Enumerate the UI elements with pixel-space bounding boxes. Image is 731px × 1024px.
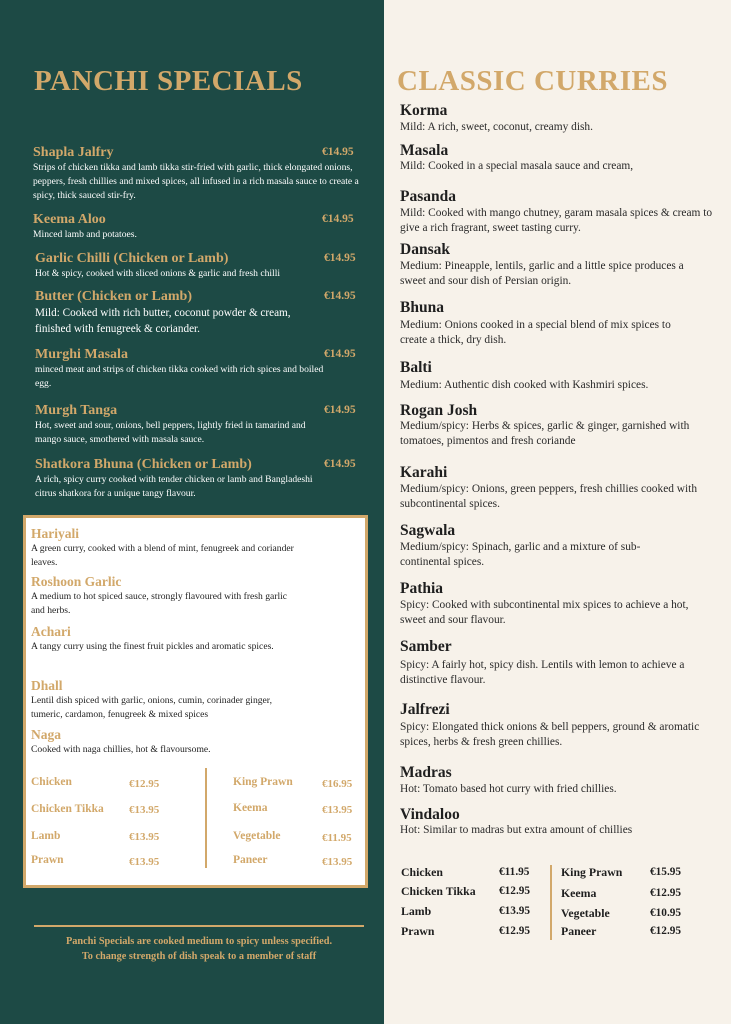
- curry-price-chicken-tikka: €12.95: [499, 885, 531, 897]
- box-price-name-lamb: Lamb: [31, 830, 61, 842]
- sauce-name-roshoon-garlic: Roshoon Garlic: [31, 574, 122, 589]
- curry-desc-sagwala: Medium/spicy: Spinach, garlic and a mixture of sub-continental spices.: [400, 541, 641, 569]
- sauce-name-naga: Naga: [31, 727, 61, 742]
- special-price-garlic-chilli: €14.95: [324, 252, 356, 264]
- curry-name-pasanda: Pasanda: [400, 188, 456, 205]
- special-name-murgh-tanga: Murgh Tanga: [35, 403, 118, 418]
- curry-name-rogan-josh: Rogan Josh: [400, 402, 478, 419]
- special-desc-butter: Mild: Cooked with rich butter, coconut powder & cream, finished with fenugreek & coriander.: [35, 307, 291, 335]
- box-price-chicken-tikka: €13.95: [129, 804, 160, 816]
- special-name-garlic-chilli: Garlic Chilli (Chicken or Lamb): [35, 251, 229, 266]
- box-price-name-keema: Keema: [233, 802, 268, 814]
- curry-price-name-king-prawn: King Prawn: [561, 865, 623, 879]
- box-price-paneer: €13.95: [322, 856, 353, 868]
- curry-price-king-prawn: €15.95: [650, 866, 682, 878]
- box-price-vegetable: €11.95: [322, 832, 352, 844]
- curry-price-name-paneer: Paneer: [561, 924, 597, 938]
- curry-desc-karahi: Medium/spicy: Onions, green peppers, fresh chillies cooked with subcontinental spices.: [400, 483, 698, 511]
- box-price-lamb: €13.95: [129, 831, 160, 843]
- panchi-specials-title: PANCHI SPECIALS: [34, 65, 303, 97]
- footer-note: [34, 934, 364, 964]
- sauce-desc-achari: A tangy curry using the finest fruit pickles and aromatic spices.: [31, 641, 274, 652]
- box-price-name-paneer: Paneer: [233, 854, 268, 866]
- curry-name-jalfrezi: Jalfrezi: [400, 701, 450, 718]
- special-name-keema-aloo: Keema Aloo: [33, 212, 106, 227]
- sauce-name-hariyali: Hariyali: [31, 526, 79, 541]
- box-price-king-prawn: €16.95: [322, 778, 353, 790]
- special-price-keema-aloo: €14.95: [322, 213, 354, 225]
- special-desc-murgh-tanga: Hot, sweet and sour, onions, bell peppers, lightly fried in tamarind and mango sauce, smothered with masala sauce.: [35, 420, 306, 445]
- curry-name-balti: Balti: [400, 359, 432, 376]
- classic-curries-title: CLASSIC CURRIES: [397, 65, 668, 97]
- curry-name-korma: Korma: [400, 102, 448, 119]
- curry-price-prawn: €12.95: [499, 925, 531, 937]
- box-price-name-prawn: Prawn: [31, 854, 64, 866]
- curry-price-name-chicken: Chicken: [401, 865, 443, 879]
- curry-price-name-chicken-tikka: Chicken Tikka: [401, 884, 476, 898]
- box-price-divider: [205, 768, 207, 868]
- curry-desc-jalfrezi: Spicy: Elongated thick onions & bell peppers, ground & aromatic spices, herbs & fresh green chillies.: [400, 721, 700, 749]
- curry-price-lamb: €13.95: [499, 905, 531, 917]
- footer-note-line-2: To change strength of dish speak to a member of staff: [81, 951, 317, 962]
- footer-note-line-1: Panchi Specials are cooked medium to spicy unless specified.: [65, 936, 333, 947]
- box-price-keema: €13.95: [322, 804, 353, 816]
- special-price-murghi-masala: €14.95: [324, 348, 356, 360]
- curry-desc-pathia: Spicy: Cooked with subcontinental mix spices to achieve a hot, sweet and sour flavour.: [400, 599, 689, 627]
- special-desc-murghi-masala: minced meat and strips of chicken tikka cooked with rich spices and boiled egg.: [35, 364, 324, 389]
- curry-name-dansak: Dansak: [400, 241, 450, 258]
- curry-name-masala: Masala: [400, 142, 449, 159]
- curry-name-pathia: Pathia: [400, 580, 444, 597]
- curry-name-karahi: Karahi: [400, 464, 448, 481]
- sauce-name-achari: Achari: [31, 624, 71, 639]
- curry-price-paneer: €12.95: [650, 925, 682, 937]
- special-price-shatkora-bhuna: €14.95: [324, 458, 356, 470]
- curry-desc-rogan-josh: Medium/spicy: Herbs & spices, garlic & ginger, garnished with tomatoes, pimentos and fresh coriande: [400, 420, 690, 448]
- curry-name-bhuna: Bhuna: [400, 299, 444, 316]
- curry-name-madras: Madras: [400, 764, 452, 781]
- curry-price-name-keema: Keema: [561, 886, 597, 900]
- curry-price-name-lamb: Lamb: [401, 904, 432, 918]
- special-desc-shapla-jalfry: Strips of chicken tikka and lamb tikka stir-fried with garlic, thick elongated onions, peppers, fresh chillies and mixed spices, all infused in a rich masala sauce to create a spicy, thick sauced stir-fry.: [33, 162, 359, 201]
- curry-desc-pasanda: Mild: Cooked with mango chutney, garam masala spices & cream to give a rich fragrant, sweet tasting curry.: [400, 207, 713, 235]
- special-name-shapla-jalfry: Shapla Jalfry: [33, 145, 114, 160]
- curry-desc-madras: Hot: Tomato based hot curry with fried chillies.: [400, 783, 617, 795]
- box-price-name-vegetable: Vegetable: [233, 830, 281, 842]
- curry-price-keema: €12.95: [650, 887, 682, 899]
- curry-price-name-prawn: Prawn: [401, 924, 435, 938]
- box-price-name-chicken-tikka: Chicken Tikka: [31, 803, 104, 815]
- box-price-name-king-prawn: King Prawn: [233, 776, 293, 788]
- curry-desc-bhuna: Medium: Onions cooked in a special blend of mix spices to create a thick, dry dish.: [400, 319, 671, 347]
- curry-desc-masala: Mild: Cooked in a special masala sauce and cream,: [400, 160, 634, 172]
- curry-desc-dansak: Medium: Pineapple, lentils, garlic and a little spice produces a sweet and sour dish of Persian origin.: [400, 260, 684, 288]
- curry-name-samber: Samber: [400, 638, 452, 655]
- special-desc-garlic-chilli: Hot & spicy, cooked with sliced onions & garlic and fresh chilli: [35, 268, 281, 279]
- sauce-desc-dhall: Lentil dish spiced with garlic, onions, cumin, corinader ginger, tumeric, cardamon, fenugreek & mixed spices: [31, 695, 273, 720]
- special-name-butter: Butter (Chicken or Lamb): [35, 289, 192, 304]
- curry-desc-korma: Mild: A rich, sweet, coconut, creamy dish.: [400, 121, 593, 133]
- sauce-desc-naga: Cooked with naga chillies, hot & flavoursome.: [31, 744, 211, 755]
- special-price-murgh-tanga: €14.95: [324, 404, 356, 416]
- box-price-chicken: €12.95: [129, 778, 160, 790]
- box-price-prawn: €13.95: [129, 856, 160, 868]
- special-price-butter: €14.95: [324, 290, 356, 302]
- curry-price-chicken: €11.95: [499, 866, 530, 878]
- curry-name-vindaloo: Vindaloo: [400, 806, 460, 823]
- curry-price-vegetable: €10.95: [650, 907, 682, 919]
- classic-curries-panel: [384, 0, 731, 1024]
- special-name-murghi-masala: Murghi Masala: [35, 347, 128, 362]
- special-name-shatkora-bhuna: Shatkora Bhuna (Chicken or Lamb): [35, 457, 252, 472]
- sauce-desc-roshoon-garlic: A medium to hot spiced sauce, strongly flavoured with fresh garlic and herbs.: [31, 591, 288, 616]
- curry-desc-samber: Spicy: A fairly hot, spicy dish. Lentils with lemon to achieve a distinctive flavour.: [400, 659, 685, 687]
- special-price-shapla-jalfry: €14.95: [322, 146, 354, 158]
- curry-name-sagwala: Sagwala: [400, 522, 456, 539]
- special-desc-shatkora-bhuna: A rich, spicy curry cooked with tender chicken or lamb and Bangladeshi citrus shatkora for a unique tangy flavour.: [35, 474, 313, 499]
- special-desc-keema-aloo: Minced lamb and potatoes.: [33, 229, 137, 240]
- sauce-desc-hariyali: A green curry, cooked with a blend of mint, fenugreek and coriander leaves.: [31, 543, 294, 568]
- curry-desc-balti: Medium: Authentic dish cooked with Kashmiri spices.: [400, 379, 649, 391]
- sauce-name-dhall: Dhall: [31, 678, 63, 693]
- curry-price-divider: [550, 865, 552, 940]
- speciality-sauces-box: [23, 515, 368, 888]
- box-price-name-chicken: Chicken: [31, 776, 72, 788]
- curry-desc-vindaloo: Hot: Similar to madras but extra amount of chillies: [400, 824, 633, 836]
- footer-divider: [34, 925, 364, 927]
- curry-price-name-vegetable: Vegetable: [561, 906, 610, 920]
